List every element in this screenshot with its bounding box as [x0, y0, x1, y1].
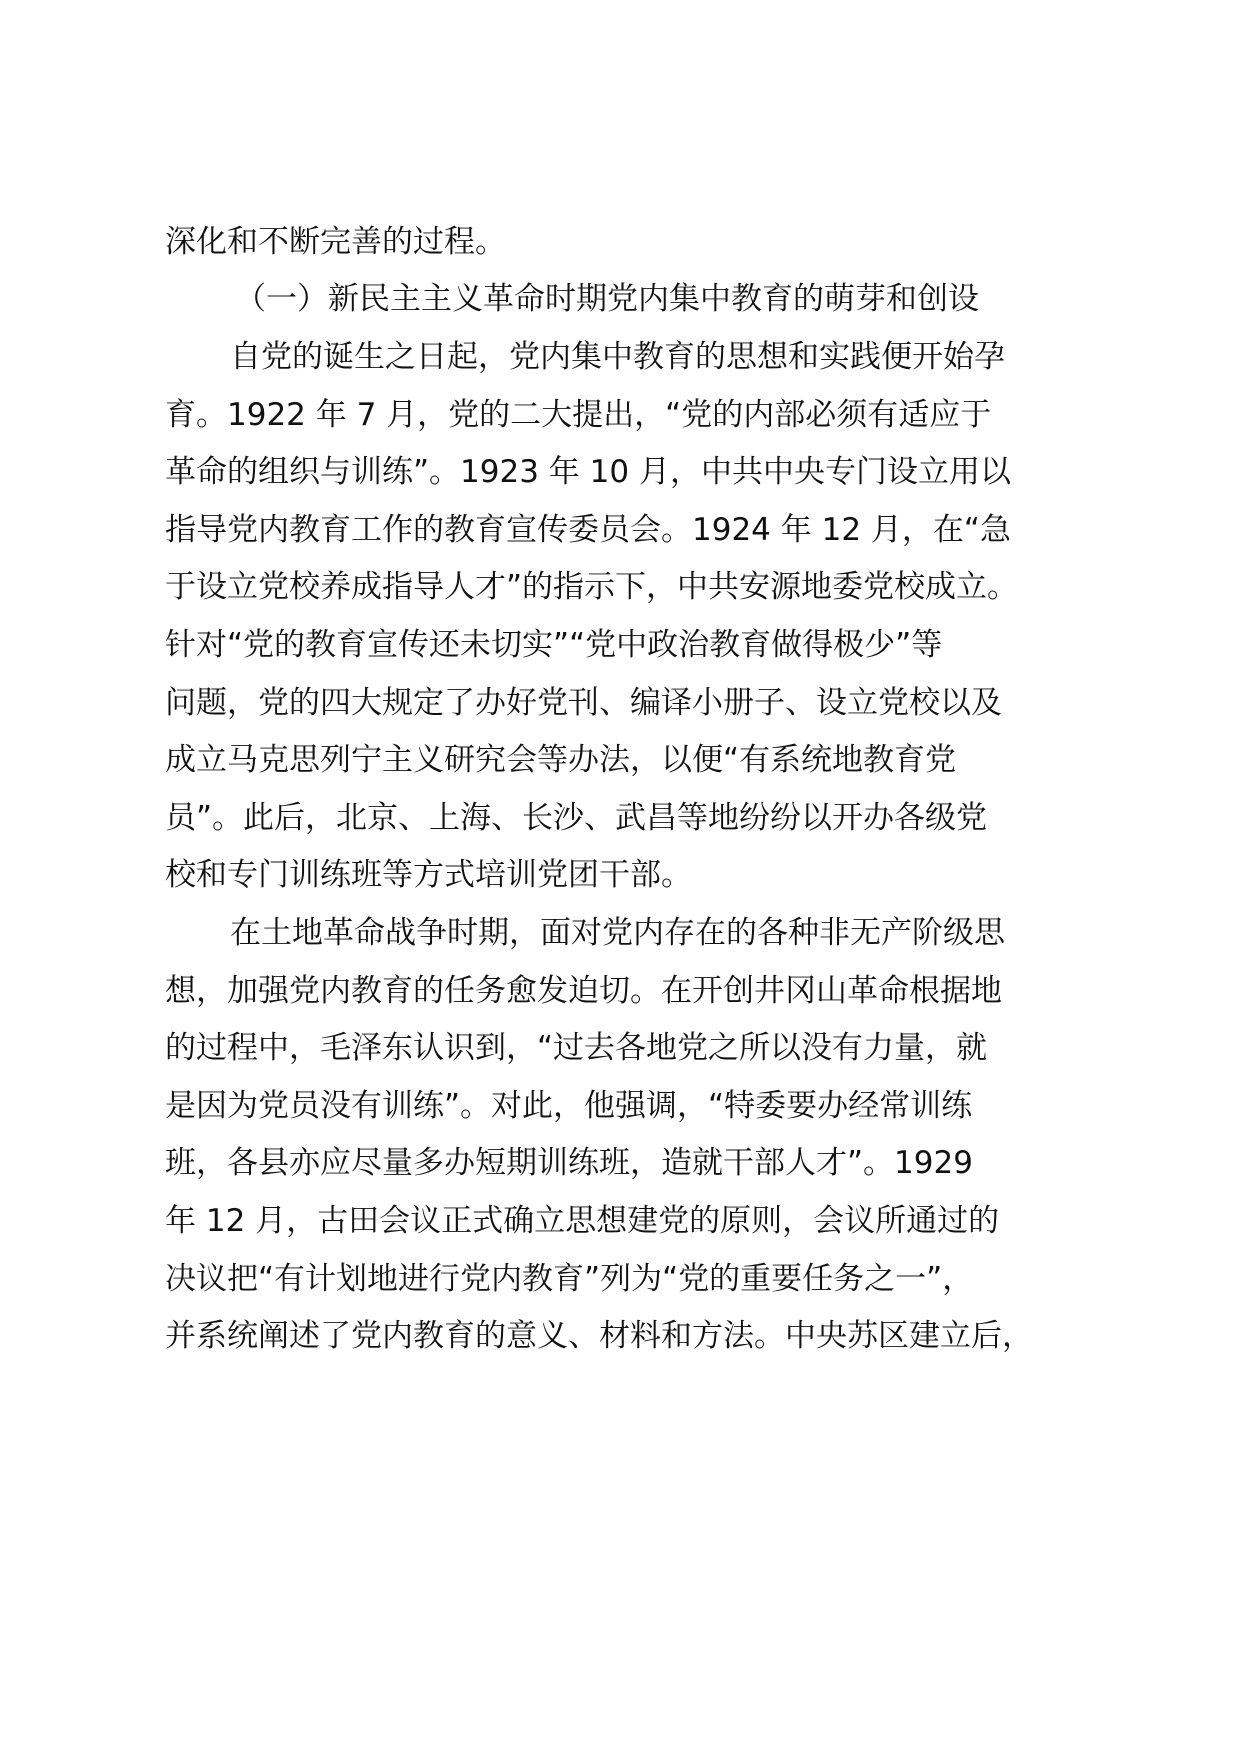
paragraph-line: 育。1922 年 7 月，党的二大提出，“党的内部必须有适应于: [165, 397, 992, 433]
paragraph-line: 想，加强党内教育的任务愈发迫切。在开创井冈山革命根据地: [165, 973, 1002, 1009]
paragraph-line: 年 12 月，古田会议正式确立思想建党的原则，会议所通过的: [165, 1203, 1000, 1239]
section-heading: （一）新民主主义革命时期党内集中教育的萌芽和创设: [235, 281, 979, 317]
paragraph-line: 问题，党的四大规定了办好党刊、编译小册子、设立党校以及: [165, 685, 1002, 721]
paragraph-line: 是因为党员没有训练”。对此，他强调，“特委要办经常训练: [165, 1088, 973, 1124]
paragraph-line: 于设立党校养成指导人才”的指示下，中共安源地委党校成立。: [165, 569, 1019, 605]
paragraph-line: 员”。此后，北京、上海、长沙、武昌等地纷纷以开办各级党: [165, 800, 988, 836]
paragraph-line: 针对“党的教育宣传还未切实”“党中政治教育做得极少”等: [165, 627, 943, 663]
paragraph-line: 班，各县亦应尽量多办短期训练班，造就干部人才”。1929: [165, 1145, 973, 1181]
paragraph-line: 在土地革命战争时期，面对党内存在的各种非无产阶级思: [230, 915, 1005, 951]
paragraph-line: 成立马克思列宁主义研究会等办法，以便“有系统地教育党: [165, 742, 957, 778]
paragraph-line: 革命的组织与训练”。1923 年 10 月，中共中央专门设立用以: [165, 454, 1011, 490]
paragraph-line: 并系统阐述了党内教育的意义、材料和方法。中央苏区建立后，: [165, 1318, 1033, 1354]
paragraph-line: 校和专门训练班等方式培训党团干部。: [165, 857, 692, 893]
paragraph-line: 的过程中，毛泽东认识到，“过去各地党之所以没有力量，就: [165, 1030, 988, 1066]
paragraph-line: 深化和不断完善的过程。: [165, 224, 506, 260]
paragraph-line: 指导党内教育工作的教育宣传委员会。1924 年 12 月，在“急: [165, 512, 1011, 548]
paragraph-line: 自党的诞生之日起，党内集中教育的思想和实践便开始孕: [230, 339, 1005, 375]
paragraph-line: 决议把“有计划地进行党内教育”列为“党的重要任务之一”，: [165, 1261, 974, 1297]
